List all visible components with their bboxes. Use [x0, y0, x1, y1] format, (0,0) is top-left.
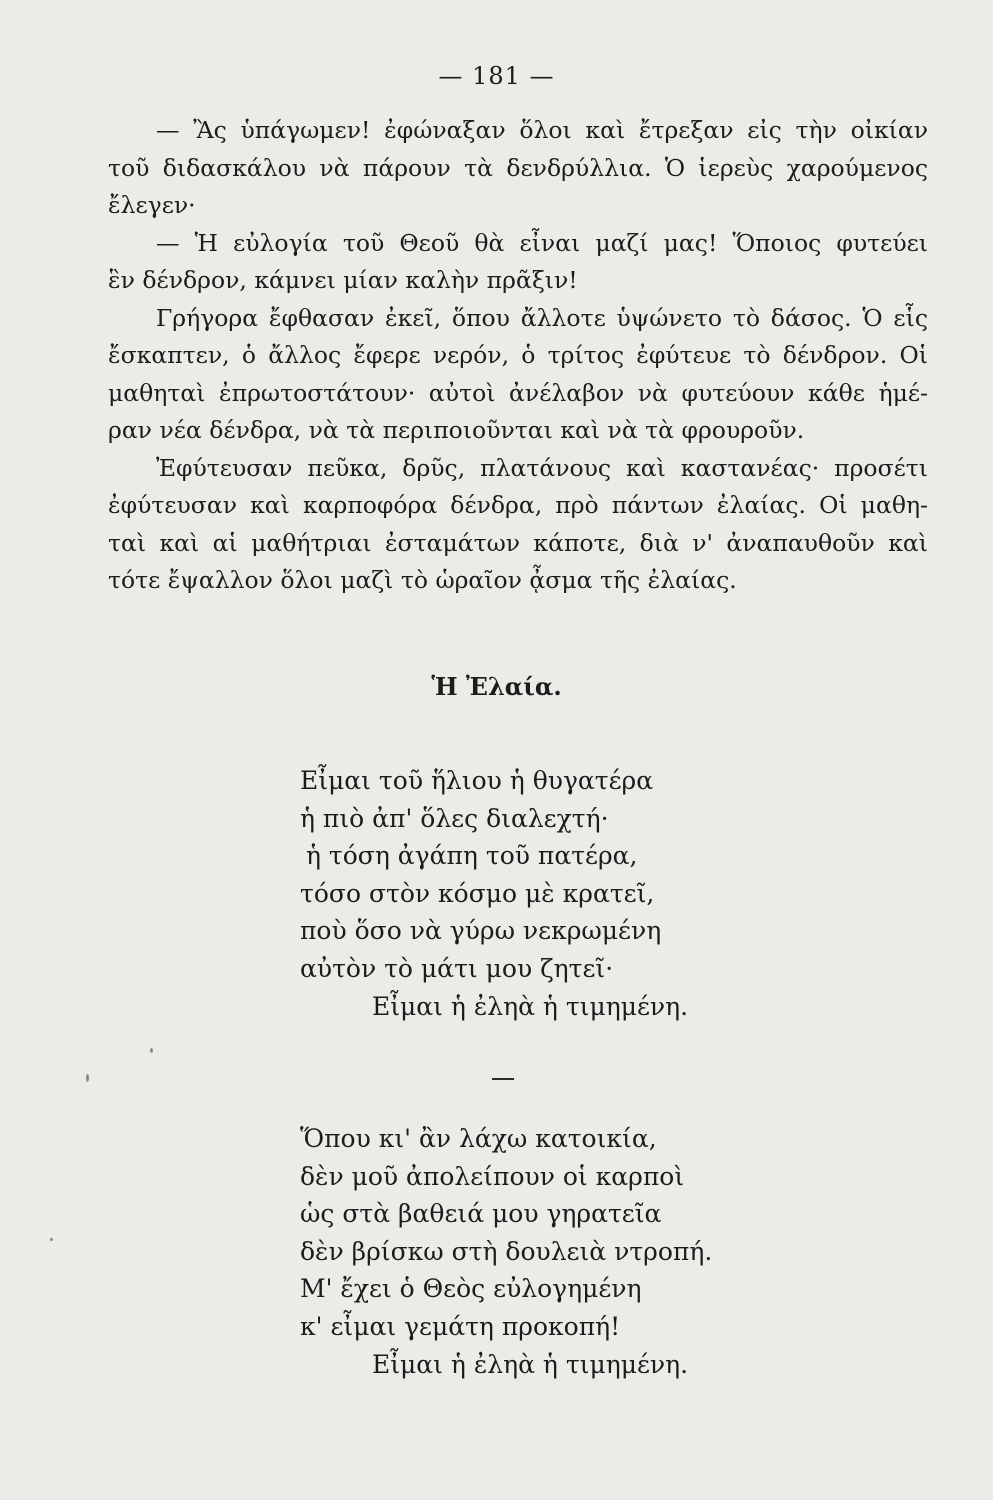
poem-verse: ἡ τόση ἀγάπη τοῦ πατέρα, — [306, 841, 638, 871]
poem-verse: δὲν βρίσκω στὴ δουλειὰ ντροπή. — [300, 1236, 713, 1266]
prose-line: ἓν δένδρον, κάμνει μίαν καλὴν πρᾶξιν! — [108, 266, 578, 294]
poem-title: Ἡ Ἐλαία. — [431, 672, 562, 701]
poem-verse: ἡ πιὸ ἀπ' ὅλες διαλεχτή· — [300, 803, 609, 833]
prose-line: μαθηταὶ ἐπρωτοστάτουν· αὐτοὶ ἀνέλαβον νὰ φυτεύουν κάθε ἡμέ- — [108, 378, 928, 407]
stanza-divider — [492, 1078, 514, 1080]
paper-speck — [150, 1048, 153, 1053]
poem-verse: Ὅπου κι' ἂν λάχω κατοικία, — [300, 1124, 657, 1153]
prose-line: Ἐφύτευσαν πεῦκα, δρῦς, πλατάνους καὶ καστανέας· προσέτι — [156, 453, 928, 482]
paper-speck — [50, 1238, 53, 1241]
prose-block — [108, 112, 928, 600]
poem-refrain: Εἶμαι ἡ ἐληὰ ἡ τιμημένη. — [372, 1349, 689, 1379]
prose-line: ραν νέα δένδρα, νὰ τὰ περιποιοῦνται καὶ νὰ τὰ φρουροῦν. — [108, 416, 805, 444]
paper-speck — [86, 1074, 89, 1082]
poem-refrain: Εἶμαι ἡ ἐληὰ ἡ τιμημένη. — [372, 991, 689, 1021]
prose-line: ταὶ καὶ αἱ μαθήτριαι ἐσταμάτων κάποτε, διὰ ν' ἀναπαυθοῦν καὶ — [108, 528, 928, 557]
poem-stanza-2 — [300, 1120, 760, 1383]
prose-line: — Ἡ εὐλογία τοῦ Θεοῦ θὰ εἶναι μαζί μας! Ὅποιος φυτεύει — [156, 228, 928, 257]
prose-line: ἐφύτευσαν καὶ καρποφόρα δένδρα, πρὸ πάντων ἐλαίας. Οἱ μαθη- — [108, 491, 928, 519]
poem-verse: αὐτὸν τὸ μάτι μου ζητεῖ· — [300, 953, 614, 983]
poem-verse: δὲν μοῦ ἀπολείπουν οἱ καρποὶ — [300, 1161, 685, 1191]
prose-line: τοῦ διδασκάλου νὰ πάρουν τὰ δενδρύλλια. Ὁ ἱερεὺς χαρούμενος — [108, 153, 928, 182]
prose-line: ἔσκαπτεν, ὁ ἄλλος ἔφερε νερόν, ὁ τρίτος ἐφύτευε τὸ δένδρον. Οἱ — [108, 341, 928, 369]
poem-verse: ὡς στὰ βαθειά μου γηρατεῖα — [300, 1199, 662, 1229]
poem-verse: Εἶμαι τοῦ ἥλιου ἡ θυγατέρα — [300, 766, 654, 795]
prose-line: τότε ἔψαλλον ὅλοι μαζὶ τὸ ὡραῖον ᾆσμα τῆς ἐλαίας. — [108, 566, 737, 594]
poem-verse: τόσο στὸν κόσμο μὲ κρατεῖ, — [300, 878, 655, 908]
page-number: — 181 — — [438, 62, 555, 90]
prose-line: — Ἂς ὑπάγωμεν! ἐφώναξαν ὅλοι καὶ ἔτρεξαν εἰς τὴν οἰκίαν — [156, 116, 928, 144]
poem-verse: ποὺ ὅσο νὰ γύρω νεκρωμένη — [300, 916, 662, 946]
poem-stanza-1 — [300, 762, 760, 1025]
poem-verse: Μ' ἔχει ὁ Θεὸς εὐλογημένη — [300, 1274, 642, 1304]
prose-line: ἔλεγεν· — [108, 191, 196, 219]
prose-line: Γρήγορα ἔφθασαν ἐκεῖ, ὅπου ἄλλοτε ὑψώνετο τὸ δάσος. Ὁ εἷς — [156, 303, 928, 332]
poem-verse: κ' εἶμαι γεμάτη προκοπή! — [300, 1311, 621, 1341]
